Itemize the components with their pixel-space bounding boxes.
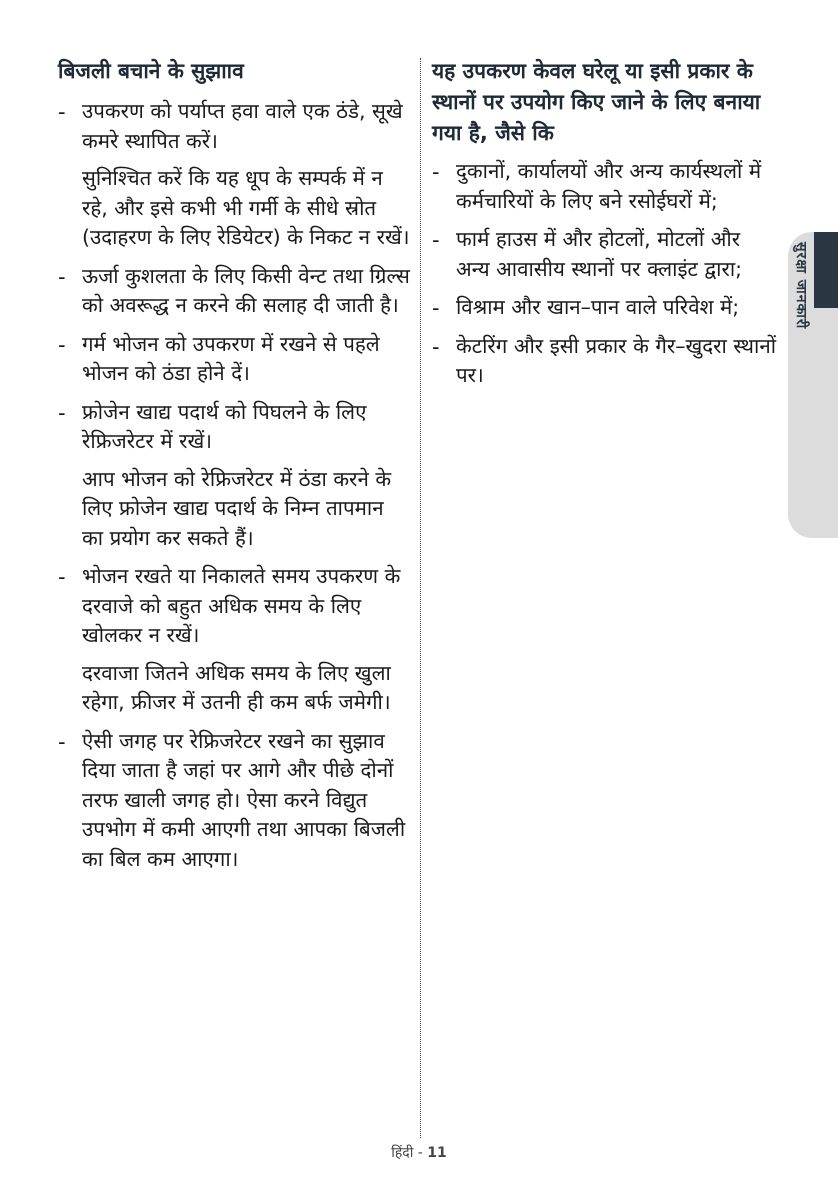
bullet-dash: - xyxy=(58,729,66,754)
intended-use-heading: यह उपकरण केवल घरेलू या इसी प्रकार के स्थानों पर उपयोग किए जाने के लिए बनाया गया है, जैसे कि xyxy=(432,59,761,145)
page-footer xyxy=(0,1143,838,1162)
paragraph: फ्रोजेन खाद्य पदार्थ को पिघलने के लिए रेफ्रिजरेटर में रखें। xyxy=(82,399,367,453)
paragraph: केटरिंग और इसी प्रकार के गैर–खुदरा स्थानों पर। xyxy=(456,333,777,387)
right-column xyxy=(432,56,777,400)
list-item xyxy=(58,97,410,253)
bullet-dash: - xyxy=(432,334,440,359)
bullet-dash: - xyxy=(58,332,66,357)
paragraph: आप भोजन को रेफ्रिजरेटर में ठंडा करने के लिए फ्रोजेन खाद्य पदार्थ के निम्न तापमान का प्रयोग कर सकते हैं। xyxy=(82,466,392,550)
list-item xyxy=(58,562,410,718)
bullet-dash: - xyxy=(58,400,66,425)
paragraph: सुनिश्चित करें कि यह धूप के सम्पर्क में न रहे, और इसे कभी भी गर्मी के सीधे स्रोत (उदाहरण के लिए रेडियेटर) के निकट न रखें। xyxy=(82,166,410,249)
list-item xyxy=(432,225,777,284)
bullet-dash: - xyxy=(58,100,66,124)
paragraph: भोजन रखते या निकालते समय उपकरण के दरवाजे को बहुत अधिक समय के लिए खोलकर न रखें। xyxy=(82,564,401,647)
paragraph: ऊर्जा कुशलता के लिए किसी वेन्ट तथा ग्रिल्स को अवरूद्ध न करने की सलाह दी जाती है। xyxy=(82,263,410,317)
list-item xyxy=(58,398,410,554)
bullet-dash: - xyxy=(432,160,440,184)
column-divider xyxy=(420,58,421,1138)
paragraph: दुकानों, कार्यालयों और अन्य कार्यस्थलों में कर्मचारियों के लिए बने रसोईघरों में; xyxy=(456,159,762,213)
paragraph: दरवाजा जितने अधिक समय के लिए खुला रहेगा, फ्रीजर में उतनी ही कम बर्फ जमेगी। xyxy=(82,660,391,714)
footer-language: हिंदी xyxy=(391,1145,414,1161)
paragraph: फार्म हाउस में और होटलों, मोटलों और अन्य आवासीय स्थानों पर क्लाइंट द्वारा; xyxy=(456,227,743,281)
bullet-dash: - xyxy=(432,296,440,320)
side-tab-label: सुरक्षा जानकारी xyxy=(793,242,809,330)
paragraph: ऐसी जगह पर रेफ्रिजरेटर रखने का सुझाव दिया जाता है जहां पर आगे और पीछे दोनों तरफ खाली जगह हो। ऐसा करने विद्युत उपभोग में कमी आएगी तथा आपका बिजली का बिल कम आएगा। xyxy=(82,728,406,871)
list-item xyxy=(58,727,410,875)
intended-use-list xyxy=(432,157,777,391)
bullet-dash: - xyxy=(58,264,66,289)
footer-separator: - xyxy=(413,1145,428,1161)
bullet-dash: - xyxy=(432,228,440,252)
side-tab-marker xyxy=(814,232,838,308)
paragraph: विश्राम और खान–पान वाले परिवेश में; xyxy=(456,295,740,319)
paragraph: उपकरण को पर्याप्त हवा वाले एक ठंडे, सूखे कमरे स्थापित करें। xyxy=(82,99,403,153)
left-column xyxy=(58,56,410,883)
paragraph: गर्म भोजन को उपकरण में रखने से पहले भोजन को ठंडा होने दें। xyxy=(82,331,380,385)
energy-saving-heading: बिजली बचाने के सुझााव xyxy=(58,59,244,83)
list-item xyxy=(58,330,410,389)
list-item xyxy=(432,293,777,323)
list-item xyxy=(432,332,777,391)
list-item xyxy=(58,262,410,321)
energy-saving-list xyxy=(58,97,410,874)
page-number: 11 xyxy=(427,1145,447,1161)
list-item xyxy=(432,157,777,216)
bullet-dash: - xyxy=(58,565,66,589)
section-side-tab xyxy=(788,232,838,538)
